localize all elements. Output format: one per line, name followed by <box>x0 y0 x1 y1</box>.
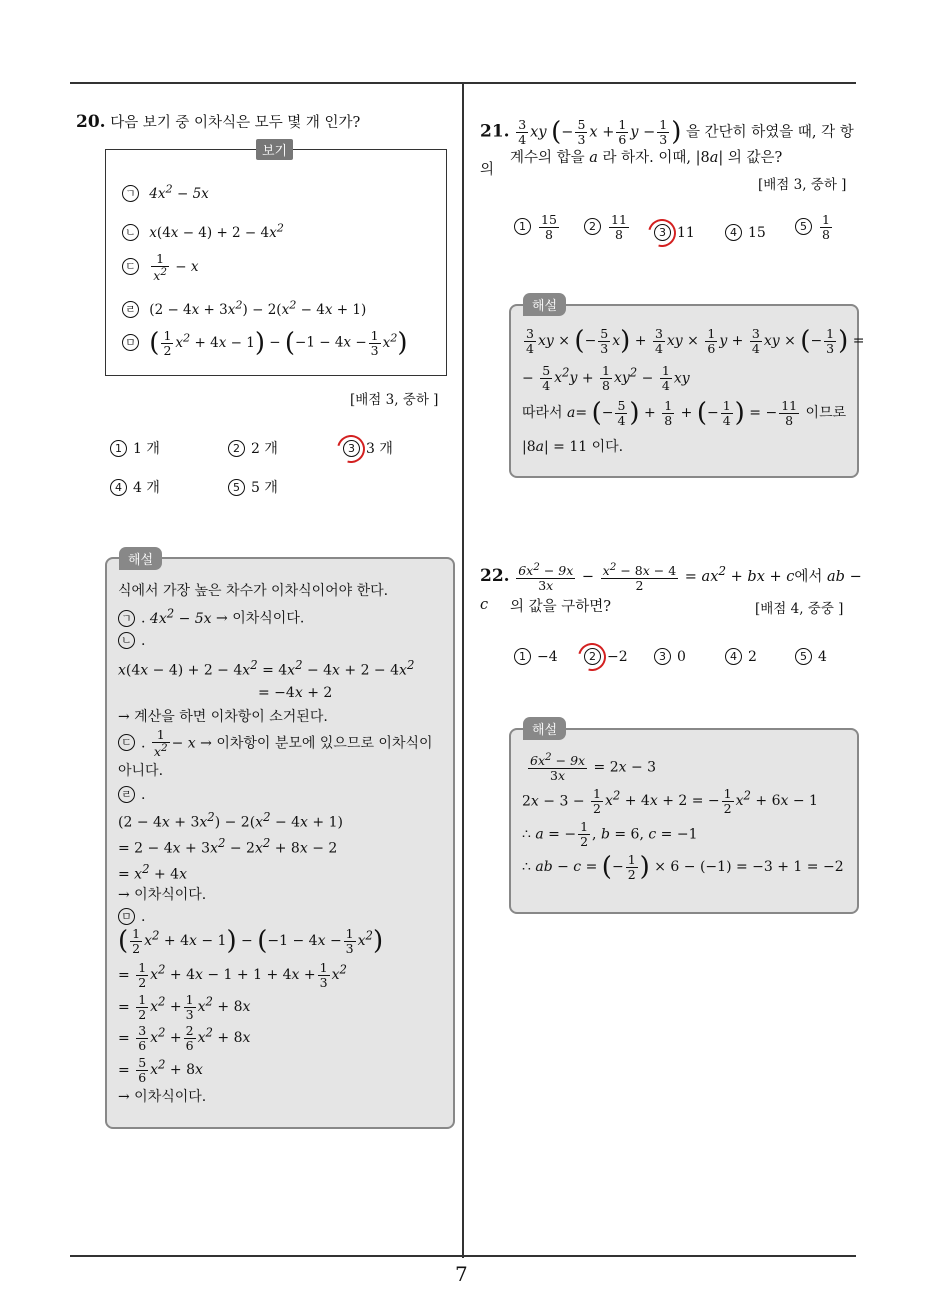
q20-sol-line: → 이차식이다. <box>118 1089 207 1105</box>
answer-mark-icon: 3 <box>654 224 677 241</box>
q20-choice-3[interactable]: 3 3 개 <box>343 438 393 458</box>
q20-sol-line: 아니다. <box>118 763 164 779</box>
q22-sol-line: $\frac{6x^2 - 9x}{3x}$ = 2x − 3 <box>530 751 657 783</box>
q20-solution-tag: 해설 <box>119 547 162 570</box>
q20-sol-line: = $\frac{5}{6}$ $x^2 + 8x$ <box>118 1055 203 1085</box>
bogi-marker-3: ㄷ <box>122 258 139 275</box>
q20-choice-4[interactable]: 4 4 개 <box>110 477 160 497</box>
bogi-label: 보기 <box>256 139 293 160</box>
q21-question-line2: 계수의 합을 a 라 하자. 이때, |8a| 의 값은? <box>510 150 783 166</box>
q20-sol-line: → 이차식이다. <box>118 887 207 903</box>
q22-number: 22. <box>480 566 510 586</box>
q21-sol-line: 따라서 a= (− $\frac{5}{4}$ ) + $\frac{1}{8}$ + (− $\frac{1}{4}$ ) = − $\frac{11}{8}$ 이므로 <box>522 397 847 428</box>
q20-sol-line: = $2 - 4x + 3x^2 - 2x^2 + 8x - 2$ <box>118 836 338 857</box>
q22-choice-1[interactable]: 1 −4 <box>514 648 558 665</box>
choice-marker: 1 <box>110 440 127 457</box>
q20-question <box>76 106 360 138</box>
q22-choice-3[interactable]: 3 0 <box>654 648 686 665</box>
bogi-marker-4: ㄹ <box>122 301 139 318</box>
q21-choice-1[interactable]: 1 $\frac{15}{8}$ <box>514 213 561 242</box>
choice-marker: 4 <box>110 479 127 496</box>
q21-score: [배점 3, 중하 ] <box>758 177 847 193</box>
q22-choice-4[interactable]: 4 2 <box>725 648 757 665</box>
bogi-item-2: ㄴ $x(4x - 4) + 2 - 4x^2$ <box>122 221 284 241</box>
page-number: 7 <box>455 1262 468 1286</box>
q20-choice-1[interactable]: 1 1 개 <box>110 438 160 458</box>
q22-sol-line: 2x − 3 − $\frac{1}{2}$ $x^2 + 4x + 2$ = − $\frac{1}{2}$ $x^2 + 6x - 1$ <box>522 786 818 816</box>
q21-text-a: 을 간단히 하였을 때, 각 항의 <box>480 124 854 179</box>
q21-sol-line: |8a| = 11 이다. <box>522 439 624 455</box>
q21-question: 21. $\frac{3}{4}$ xy (− $\frac{5}{3}$ x + $\frac{1}{6}$ y − $\frac{1}{3}$ ) 을 간단히 하였을 때, 각 항의 <box>480 117 854 179</box>
choice-marker: 5 <box>228 479 245 496</box>
q22-choice-2[interactable]: 2 −2 <box>584 648 628 665</box>
q22-question-line2: 의 값을 구하면? <box>510 599 612 615</box>
q21-number: 21. <box>480 121 510 142</box>
q21-sol-line: − $\frac{5}{4}$ $x^2y$ + $\frac{1}{8}$ $xy^2$ − $\frac{1}{4}$ xy <box>522 363 690 393</box>
q21-choice-5[interactable]: 5 $\frac{1}{8}$ <box>795 213 834 242</box>
q20-sol-line: $(2 - 4x + 3x^2) - 2(x^2 - 4x + 1)$ <box>118 810 343 831</box>
q21-choice-2[interactable]: 2 $\frac{11}{8}$ <box>584 213 631 242</box>
answer-mark-icon: 3 <box>343 440 366 457</box>
q20-choice-2[interactable]: 2 2 개 <box>228 438 278 458</box>
q21-choice-4[interactable]: 4 15 <box>725 224 766 241</box>
q20-sol-line: ㅁ . <box>118 908 145 925</box>
q20-sol-line: ㄱ . $4x^2 - 5x$ → 이차식이다. <box>118 606 304 628</box>
q20-sol-line: → 계산을 하면 이차항이 소거된다. <box>118 709 328 725</box>
bogi-item-3: ㄷ $\frac{1}{x^2}$ − x <box>122 252 199 283</box>
answer-mark-icon: 2 <box>584 648 607 665</box>
bogi-marker-1: ㄱ <box>122 185 139 202</box>
q22-score: [배점 4, 중중 ] <box>755 601 844 617</box>
q20-choice-5[interactable]: 5 5 개 <box>228 477 278 497</box>
q20-sol-line: = −4x + 2 <box>258 685 333 701</box>
q20-sol-line: = $\frac{1}{2}$ $x^2 + 4x - 1 + 1 + 4x$ + $\frac{1}{3}$ $x^2$ <box>118 960 347 990</box>
q21-sol-line: $\frac{3}{4}$ xy × (− $\frac{5}{3}$ x) + $\frac{3}{4}$ xy × $\frac{1}{6}$ y + $\frac{3}{4}$ xy × (− $\frac{1}{3}$ ) = <box>526 325 865 356</box>
bogi-item-4: ㄹ $(2 - 4x + 3x^2) - 2(x^2 - 4x + 1)$ <box>122 298 366 318</box>
q22-sol-line: ∴ ab − c = (− $\frac{1}{2}$ ) × 6 − (−1) = −3 + 1 = −2 <box>522 851 844 882</box>
q20-text: 다음 보기 중 이차식은 모두 몇 개 인가? <box>110 115 361 131</box>
bogi-marker-5: ㅁ <box>122 334 139 351</box>
q22-solution-tag: 해설 <box>523 717 566 740</box>
q20-sol-line: $x(4x - 4) + 2 - 4x^2 = 4x^2 - 4x + 2 - 4x^2$ <box>118 658 415 679</box>
q22-sol-line: ∴ a = − $\frac{1}{2}$ , b = 6, c = −1 <box>522 819 698 849</box>
q20-score: [배점 3, 중하 ] <box>350 392 439 408</box>
q21-solution-tag: 해설 <box>523 293 566 316</box>
bogi-marker-2: ㄴ <box>122 224 139 241</box>
q20-sol-line: = $x^2 + 4x$ <box>118 862 187 883</box>
q22-choice-5[interactable]: 5 4 <box>795 648 827 665</box>
q20-sol-line: 식에서 가장 높은 차수가 이차식이어야 한다. <box>118 583 389 599</box>
q20-sol-line: = $\frac{3}{6}$ $x^2$ + $\frac{2}{6}$ $x^2 + 8x$ <box>118 1023 251 1053</box>
q21-choice-3[interactable]: 3 11 <box>654 224 695 241</box>
q20-sol-line: ( $\frac{1}{2}$ $x^2 + 4x - 1) - (-1 - 4x$ − $\frac{1}{3}$ $x^2$) <box>118 925 384 956</box>
q20-sol-line: ㄴ . <box>118 632 145 649</box>
q20-sol-line: ㄷ . $\frac{1}{x^2}$ − x → 이차항이 분모에 있으므로 이차식이 <box>118 728 433 759</box>
choice-marker: 2 <box>228 440 245 457</box>
q20-sol-line: ㄹ . <box>118 786 145 803</box>
q20-sol-line: = $\frac{1}{2}$ $x^2$ + $\frac{1}{3}$ $x^2 + 8x$ <box>118 992 251 1022</box>
bogi-item-1: ㄱ $4x^2 - 5x$ <box>122 182 209 202</box>
q20-number: 20. <box>76 112 106 132</box>
bogi-item-5: ㅁ ( $\frac{1}{2}$ $x^2 + 4x - 1) - (-1 - 4x$ − $\frac{1}{3}$ $x^2$) <box>122 328 408 358</box>
column-divider <box>462 83 464 1258</box>
q22-question: 22. $\frac{6x^2 - 9x}{3x}$ − $\frac{x^2 - 8x - 4}{2}$ = $ax^2$ + bx + c에서 ab − c <box>480 560 862 614</box>
